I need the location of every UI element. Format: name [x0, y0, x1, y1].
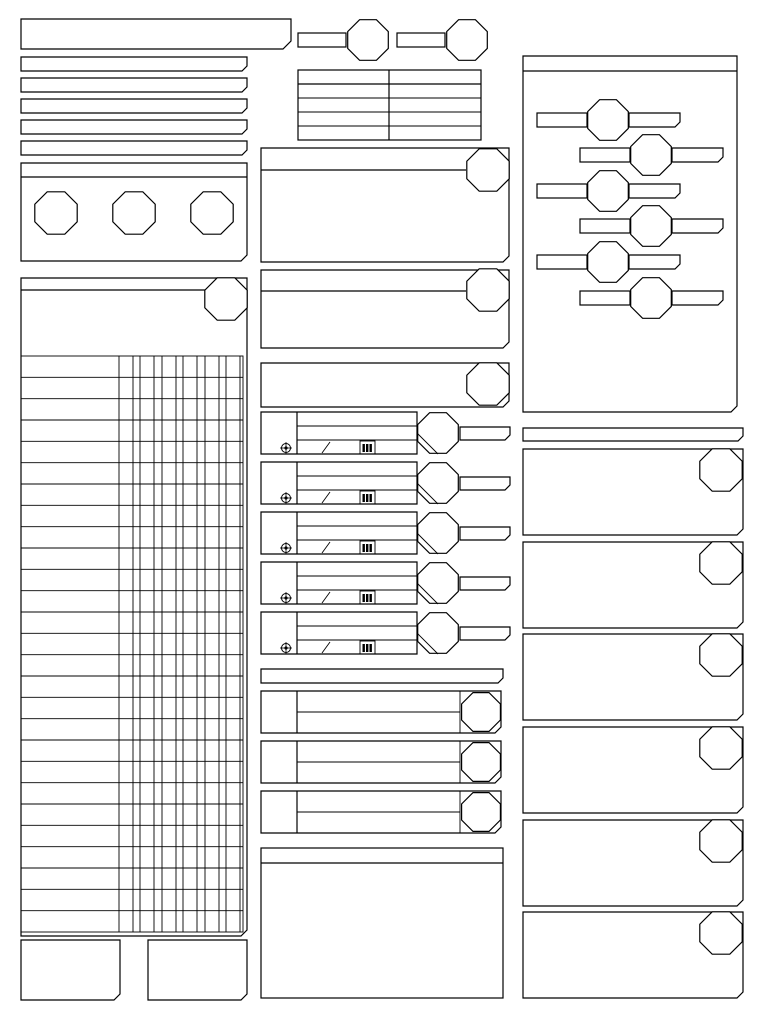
abilities-header-bar	[523, 428, 743, 441]
weapon-1-range-slash	[322, 442, 330, 453]
talent-6-right-field[interactable]	[672, 291, 723, 305]
ability-box-1-octagon[interactable]	[700, 449, 742, 491]
gear-item-3-octagon[interactable]	[462, 793, 501, 832]
attribute-octagon-1[interactable]	[35, 192, 77, 234]
weapon-3-damage-field[interactable]	[460, 527, 510, 540]
ability-box-5-octagon[interactable]	[700, 820, 742, 862]
skills-panel	[21, 278, 247, 936]
stat-label-field-1[interactable]	[298, 33, 346, 47]
attribute-octagon-2[interactable]	[113, 192, 155, 234]
crosshair-target-icon	[280, 492, 292, 504]
talent-3-left-field[interactable]	[537, 184, 587, 198]
talent-5-right-field[interactable]	[629, 255, 680, 269]
talent-2-octagon[interactable]	[631, 135, 672, 176]
talent-1-left-field[interactable]	[537, 113, 587, 127]
ability-box-2-octagon[interactable]	[700, 542, 742, 584]
ammo-rounds-icon	[363, 544, 372, 552]
talent-4-left-field[interactable]	[580, 219, 630, 233]
skills-total-octagon[interactable]	[205, 278, 247, 320]
gear-header-bar	[261, 669, 503, 683]
weapon-3-range-slash	[322, 542, 330, 553]
weapon-2-range-slash	[322, 492, 330, 503]
gear-item-2-octagon[interactable]	[462, 743, 501, 782]
crosshair-target-icon	[280, 542, 292, 554]
crosshair-target-icon	[280, 642, 292, 654]
stat-label-field-2[interactable]	[397, 33, 445, 47]
weapon-5-range-slash	[322, 642, 330, 653]
talent-4-octagon[interactable]	[631, 206, 672, 247]
info-field-1[interactable]	[21, 57, 247, 71]
talents-panel	[523, 56, 737, 412]
weapon-4-range-slash	[322, 592, 330, 603]
gear-item-1-octagon[interactable]	[462, 693, 501, 732]
attribute-octagon-3[interactable]	[191, 192, 233, 234]
ammo-rounds-icon	[363, 594, 372, 602]
crosshair-target-icon	[280, 592, 292, 604]
defense-octagon[interactable]	[467, 149, 509, 191]
weapon-4-damage-octagon[interactable]	[418, 563, 459, 604]
talent-3-right-field[interactable]	[629, 184, 680, 198]
initiative-octagon[interactable]	[467, 363, 509, 405]
info-field-3[interactable]	[21, 99, 247, 113]
notes-box-left[interactable]	[21, 940, 120, 1000]
notes-panel[interactable]	[261, 848, 503, 998]
ammo-rounds-icon	[363, 444, 372, 452]
talent-4-right-field[interactable]	[672, 219, 723, 233]
weapon-2-damage-octagon[interactable]	[418, 463, 459, 504]
notes-box-right[interactable]	[148, 940, 247, 1000]
info-field-4[interactable]	[21, 120, 247, 134]
weapon-3-damage-octagon[interactable]	[418, 513, 459, 554]
ability-box-3-octagon[interactable]	[700, 634, 742, 676]
talent-2-right-field[interactable]	[672, 148, 723, 162]
weapon-5-damage-octagon[interactable]	[418, 613, 459, 654]
talent-6-left-field[interactable]	[580, 291, 630, 305]
ammo-rounds-icon	[363, 644, 372, 652]
info-field-5[interactable]	[21, 141, 247, 155]
ammo-rounds-icon	[363, 494, 372, 502]
ability-box-6-octagon[interactable]	[700, 912, 742, 954]
weapon-5-damage-field[interactable]	[460, 627, 510, 640]
talent-5-left-field[interactable]	[537, 255, 587, 269]
talent-1-right-field[interactable]	[629, 113, 680, 127]
talent-2-left-field[interactable]	[580, 148, 630, 162]
weapon-4-damage-field[interactable]	[460, 577, 510, 590]
ability-box-4-octagon[interactable]	[700, 727, 742, 769]
talent-6-octagon[interactable]	[631, 278, 672, 319]
weapon-1-damage-octagon[interactable]	[418, 413, 459, 454]
talent-1-octagon[interactable]	[588, 100, 629, 141]
stat-octagon-2[interactable]	[447, 20, 488, 61]
crosshair-target-icon	[280, 442, 292, 454]
weapon-2-damage-field[interactable]	[460, 477, 510, 490]
talent-5-octagon[interactable]	[588, 242, 629, 283]
skills-table	[21, 356, 243, 932]
talent-3-octagon[interactable]	[588, 171, 629, 212]
info-field-2[interactable]	[21, 78, 247, 92]
armor-octagon[interactable]	[467, 269, 509, 311]
stat-octagon-1[interactable]	[348, 20, 389, 61]
character-name-field[interactable]	[21, 19, 291, 49]
weapon-1-damage-field[interactable]	[460, 427, 510, 440]
